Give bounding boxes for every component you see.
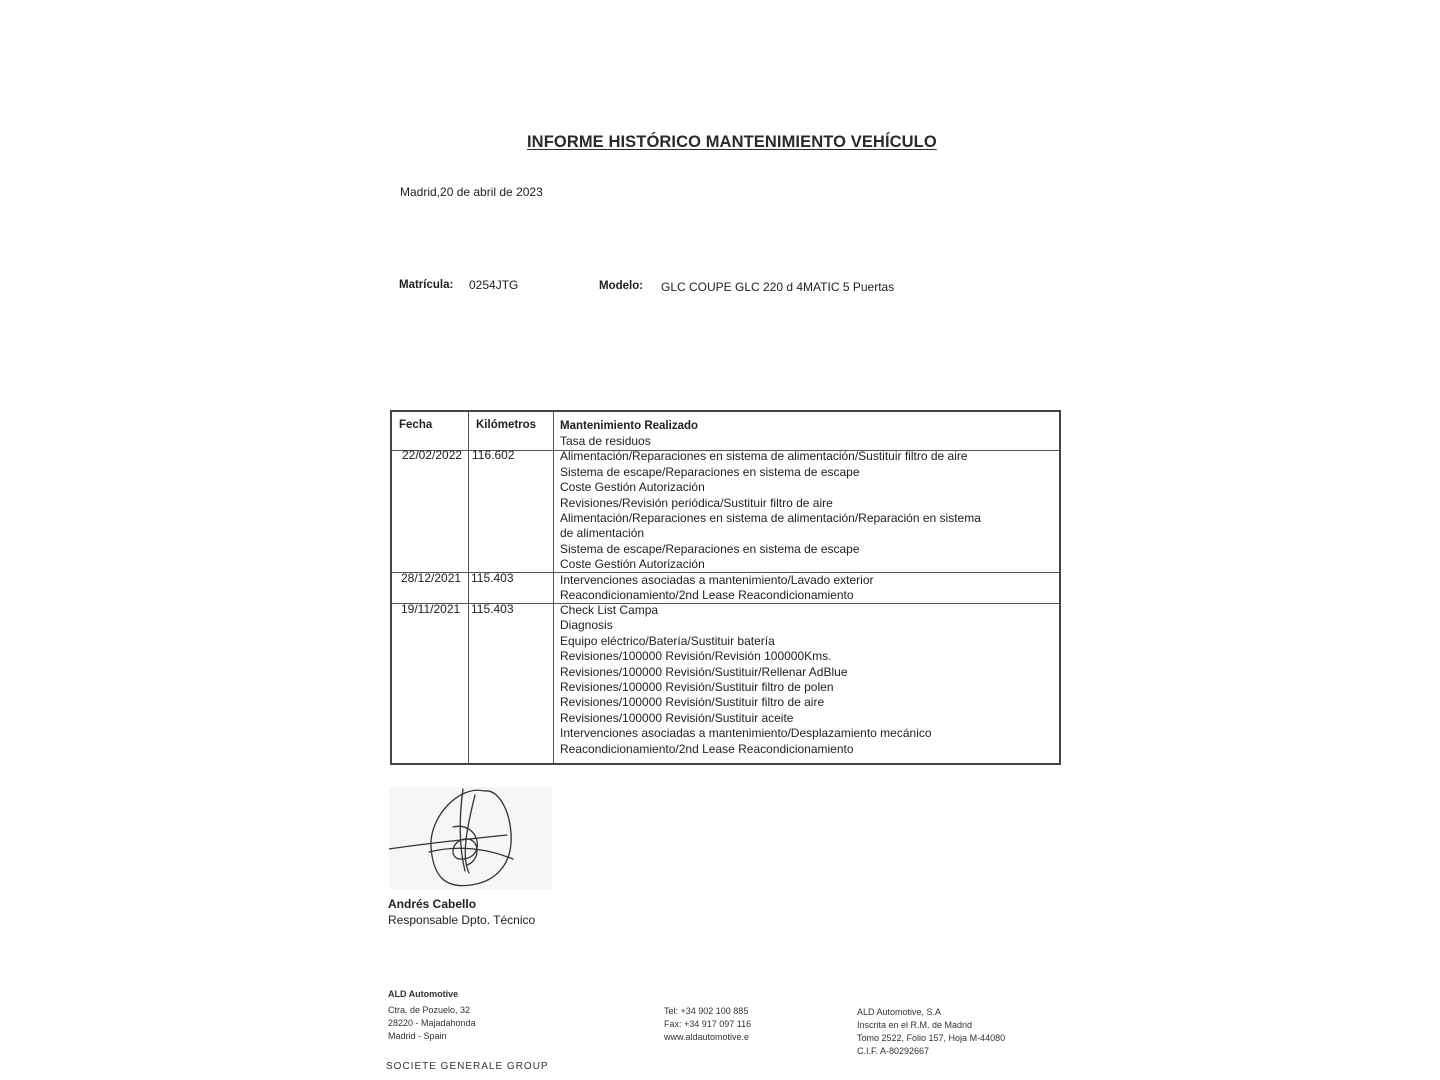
document-title: INFORME HISTÓRICO MANTENIMIENTO VEHÍCULO [527,133,937,151]
row-km: 116.602 [472,448,515,462]
footer-address [388,1004,476,1043]
maintenance-item: Alimentación/Reparaciones en sistema de alimentación/Sustituir filtro de aire [560,449,968,464]
row-date: 19/11/2021 [401,602,461,616]
maintenance-item: Intervenciones asociadas a mantenimiento/Lavado exterior [560,573,874,587]
legal-line: Inscrita en el R.M. de Madrid [857,1020,973,1030]
header-date: Fecha [399,419,433,431]
maintenance-list [560,603,932,757]
maintenance-item: Revisiones/100000 Revisión/Sustituir filtro de aire [560,695,825,710]
address-line: Ctra. de Pozuelo, 32 [388,1005,471,1015]
maintenance-item: Sistema de escape/Reparaciones en sistema de escape [560,464,860,479]
maintenance-item: Revisiones/100000 Revisión/Sustituir aceite [560,710,794,725]
maintenance-list [560,573,874,604]
place-date: Madrid,20 de abril de 2023 [400,185,543,199]
legal-line: ALD Automotive, S.A [857,1007,942,1017]
maintenance-item: Alimentación/Reparaciones en sistema de alimentación/Reparación en sistema [560,510,981,525]
maintenance-item: Coste Gestión Autorización [560,480,705,495]
maintenance-item: Revisiones/100000 Revisión/Sustituir filtro de polen [560,679,834,694]
maintenance-item: Revisiones/100000 Revisión/Revisión 100000Kms. [560,649,832,664]
maintenance-item: Tasa de residuos [560,434,651,448]
model-value: GLC COUPE GLC 220 d 4MATIC 5 Puertas [661,280,895,294]
row-km: 115.403 [471,602,514,616]
footer-legal [857,1006,1005,1058]
footer-contact [664,1005,751,1044]
maintenance-item: Reacondicionamiento/2nd Lease Reacondicionamiento [560,588,854,603]
legal-line: C.I.F. A-80292667 [857,1046,930,1056]
signature-scribble [389,787,552,889]
maintenance-item: Reacondicionamiento/2nd Lease Reacondicionamiento [560,741,854,756]
maintenance-item: Coste Gestión Autorización [560,557,705,572]
row-date: 22/02/2022 [402,448,463,462]
plate-value: 0254JTG [469,278,519,292]
maintenance-item: Revisiones/Revisión periódica/Sustituir filtro de aire [560,495,833,510]
maintenance-item: de alimentación [560,526,645,541]
maintenance-item: Equipo eléctrico/Batería/Sustituir batería [560,633,775,648]
footer-company: ALD Automotive [388,989,459,999]
address-line: 28220 - Majadahonda [388,1018,476,1028]
maintenance-item: Revisiones/100000 Revisión/Sustituir/Rellenar AdBlue [560,664,848,679]
signer-name: Andrés Cabello [388,897,477,911]
row-km: 115.403 [471,571,514,585]
signature-image [389,787,552,889]
header-km: Kilómetros [476,419,537,431]
contact-website: www.aldautomotive.e [664,1032,750,1042]
maintenance-item: Check List Campa [560,603,659,617]
maintenance-list [560,434,981,573]
footer-group: SOCIETE GENERALE GROUP [386,1061,549,1070]
signer-role: Responsable Dpto. Técnico [388,913,536,927]
address-line: Madrid - Spain [388,1031,447,1041]
maintenance-table [390,410,1061,765]
column-divider [553,412,554,763]
maintenance-item: Sistema de escape/Reparaciones en sistema de escape [560,541,860,556]
contact-fax: Fax: +34 917 097 116 [664,1019,752,1029]
header-maintenance: Mantenimiento Realizado [560,420,699,432]
column-divider [468,412,469,763]
contact-phone: Tel: +34 902 100 885 [664,1006,749,1016]
model-label: Modelo: [599,280,644,292]
legal-line: Tomo 2522, Folio 157, Hoja M-44080 [857,1033,1006,1043]
maintenance-item: Diagnosis [560,618,613,633]
maintenance-item: Intervenciones asociadas a mantenimiento/Desplazamiento mecánico [560,726,932,741]
plate-label: Matrícula: [399,279,454,291]
row-date: 28/12/2021 [401,571,462,585]
